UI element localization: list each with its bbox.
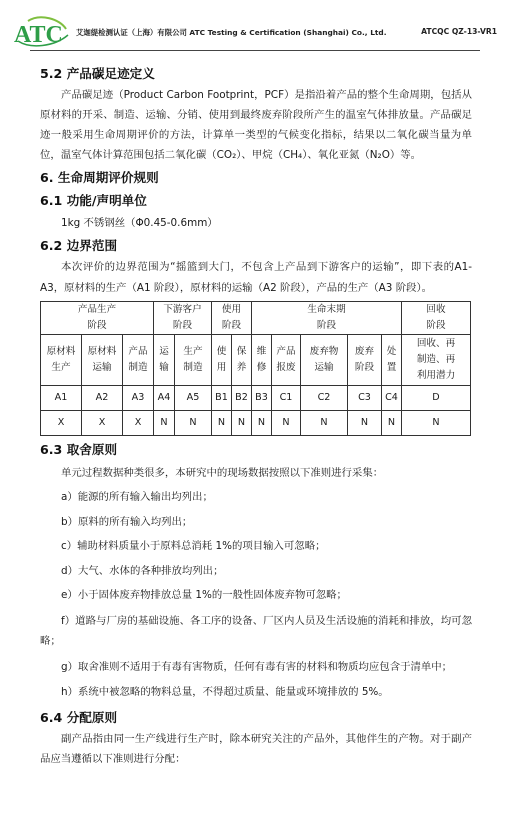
mark-cell: N	[272, 411, 301, 436]
code-cell: B2	[232, 386, 252, 411]
mark-cell: N	[382, 411, 402, 436]
criteria-item: b）原料的所有输入均列出；	[61, 515, 193, 528]
criteria-item: h）系统中被忽略的物料总量，不得超过质量、能量或环境排放的 5%。	[61, 685, 389, 698]
group-cell: 产品生产 阶段	[41, 302, 154, 335]
code-cell: C2	[301, 386, 348, 411]
criteria-item: g）取舍准则不适用于有毒有害物质，任何有毒有害的材料和物质均应包含于清单中；	[61, 661, 453, 674]
section-6-3-heading: 6.3 取舍原则	[40, 442, 118, 457]
stage-cell: 废弃物 运输	[301, 335, 348, 386]
code-cell: A4	[154, 386, 175, 411]
mark-cell: X	[82, 411, 123, 436]
stage-cell: 保 养	[232, 335, 252, 386]
criteria-item: a）能源的所有输入输出均列出；	[61, 491, 213, 504]
section-6-4-paragraph: 副产品指由同一生产线进行生产时，除本研究关注的产品外，其他伴生的产物。对于副产品应当遵循以下准则进行分配：	[40, 733, 472, 766]
header-divider	[30, 50, 480, 51]
atc-logo	[10, 15, 72, 49]
group-cell: 生命末期 阶段	[252, 302, 402, 335]
code-cell: C3	[348, 386, 382, 411]
company-name: 艾迦缇检测认证（上海）有限公司 ATC Testing & Certification (Shanghai) Co., Ltd.	[76, 28, 387, 37]
mark-cell: N	[154, 411, 175, 436]
mark-cell: N	[175, 411, 212, 436]
section-5-2-paragraph: 产品碳足迹（Product Carbon Footprint，PCF）是指沿着产品的整个生命周期，包括从原材料的开采、制造、运输、分销、使用到最终废弃阶段所产生的温室气体排放量。产品碳足迹一般采用生命周期评价的方法，计算单一类型的气候变化指标，结果以二氧化碳当量为单位，温室气体计算范围包括二氧化碳（CO₂）、甲烷（CH₄）、氧化亚氮（N₂O）等。	[40, 89, 472, 161]
section-6-heading: 6. 生命周期评价规则	[40, 170, 159, 185]
code-cell: C1	[272, 386, 301, 411]
stage-cell: 废弃 阶段	[348, 335, 382, 386]
stage-cell: 生产 制造	[175, 335, 212, 386]
mark-cell: N	[212, 411, 232, 436]
section-5-2-heading: 5.2 产品碳足迹定义	[40, 66, 155, 81]
section-6-4-heading: 6.4 分配原则	[40, 710, 118, 726]
section-6-3-intro: 单元过程数据种类很多，本研究中的现场数据按照以下准则进行采集：	[61, 467, 384, 479]
stage-cell: 维 修	[252, 335, 272, 386]
mark-cell: X	[123, 411, 154, 436]
mark-cell: N	[348, 411, 382, 436]
code-cell: D	[402, 386, 471, 411]
group-cell: 下游客户 阶段	[154, 302, 212, 335]
criteria-item: d）大气、水体的各种排放均列出；	[61, 564, 224, 577]
mark-cell: X	[41, 411, 82, 436]
group-cell: 使用 阶段	[212, 302, 252, 335]
table-row-stages	[41, 335, 471, 386]
code-cell: B3	[252, 386, 272, 411]
criteria-item: f）道路与厂房的基础设施、各工序的设备、厂区内人员及生活设施的消耗和排放，均可忽略；	[40, 615, 472, 648]
lifecycle-stage-table	[40, 301, 471, 436]
document-number: ATCQC QZ-13-VR1	[421, 27, 497, 36]
stage-cell: 原材料 生产	[41, 335, 82, 386]
mark-cell: N	[232, 411, 252, 436]
page-header	[0, 0, 515, 56]
stage-cell: 使 用	[212, 335, 232, 386]
stage-cell: 回收、再 制造、再 利用潜力	[402, 335, 471, 386]
code-cell: C4	[382, 386, 402, 411]
criteria-item: c）辅助材料质量小于原料总消耗 1%的项目输入可忽略；	[61, 540, 326, 553]
document-body	[40, 62, 472, 769]
stage-cell: 原材料 运输	[82, 335, 123, 386]
table-row-codes	[41, 386, 471, 411]
stage-cell: 处 置	[382, 335, 402, 386]
mark-cell: N	[252, 411, 272, 436]
table-row-groups	[41, 302, 471, 335]
stage-cell: 产品 报废	[272, 335, 301, 386]
code-cell: A1	[41, 386, 82, 411]
mark-cell: N	[301, 411, 348, 436]
group-cell: 回收 阶段	[402, 302, 471, 335]
code-cell: A5	[175, 386, 212, 411]
section-6-2-heading: 6.2 边界范围	[40, 238, 118, 253]
functional-unit-text: 1kg 不锈钢丝（Φ0.45-0.6mm）	[61, 217, 218, 229]
code-cell: B1	[212, 386, 232, 411]
section-6-1-heading: 6.1 功能/声明单位	[40, 193, 147, 208]
table-row-marks	[41, 411, 471, 436]
criteria-item: e）小于固体废弃物排放总量 1%的一般性固体废弃物可忽略；	[61, 589, 347, 602]
mark-cell: N	[402, 411, 471, 436]
section-6-2-paragraph: 本次评价的边界范围为“摇篮到大门，不包含上产品到下游客户的运输”，即下表的A1-A3，原材料的生产（A1 阶段），原材料的运输（A2 阶段），产品的生产（A3 阶段）。	[40, 261, 472, 294]
stage-cell: 产品 制造	[123, 335, 154, 386]
code-cell: A2	[82, 386, 123, 411]
svg-text:ATC: ATC	[14, 22, 63, 48]
stage-cell: 运 输	[154, 335, 175, 386]
code-cell: A3	[123, 386, 154, 411]
